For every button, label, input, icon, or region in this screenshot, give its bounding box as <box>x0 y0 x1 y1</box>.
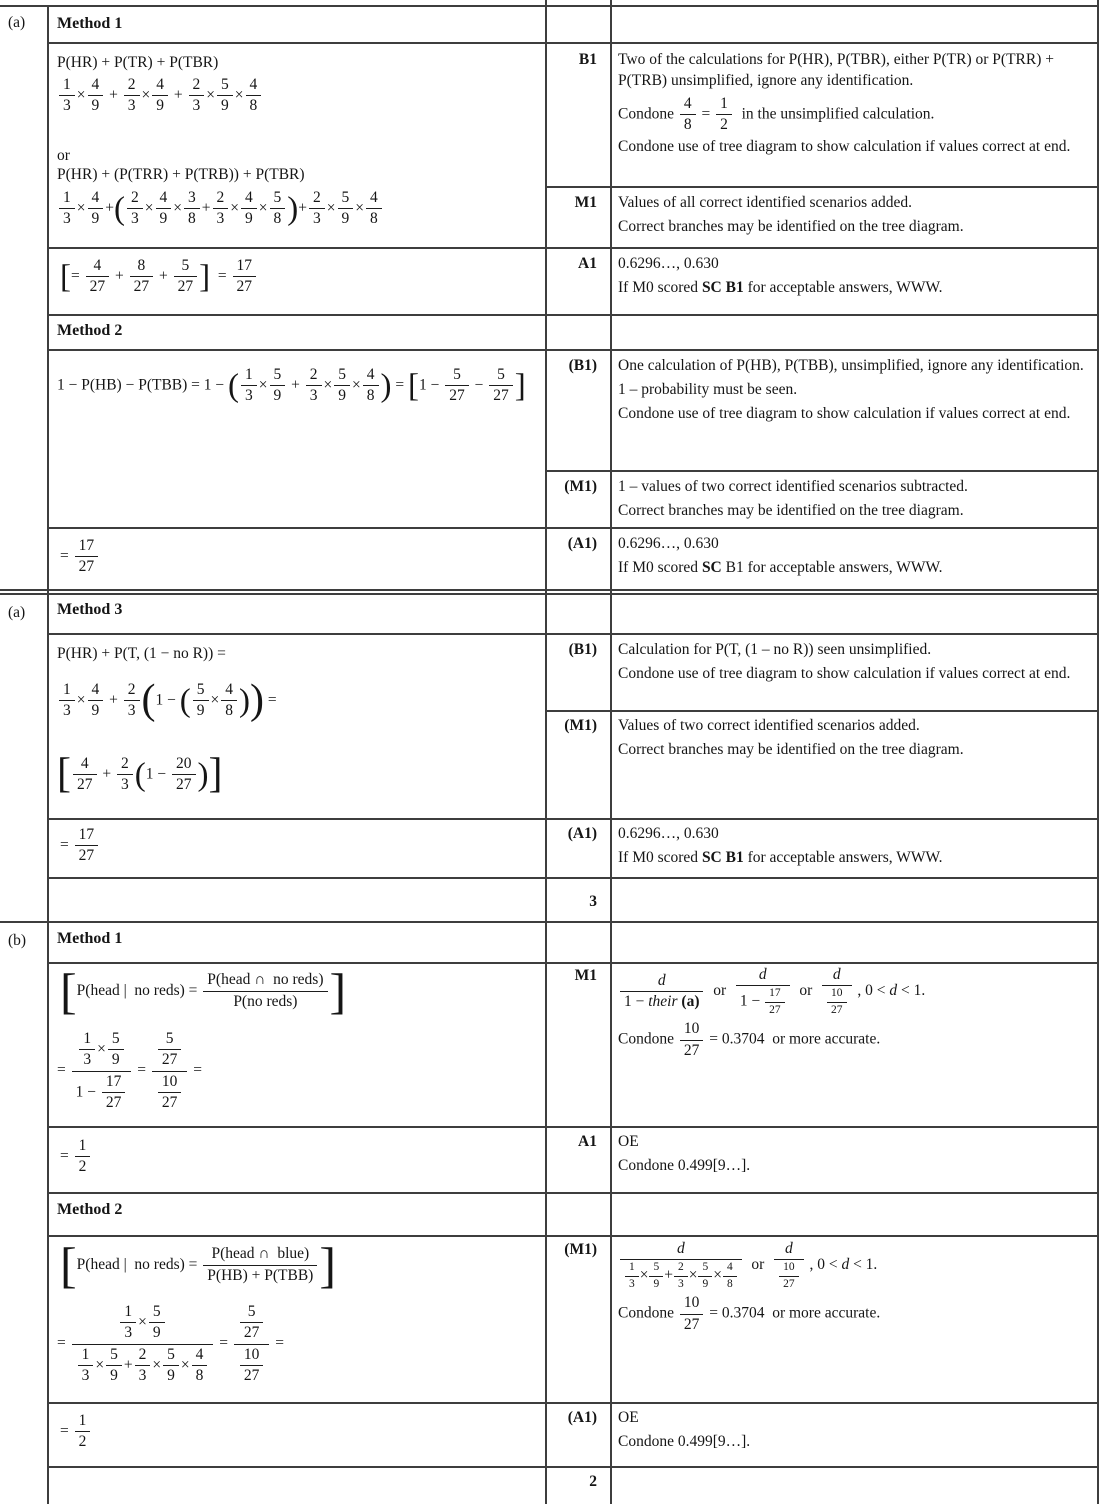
part-label-a-continued: (a) <box>8 604 26 621</box>
guidance-cell: Calculation for P(T, (1 – no R)) seen unsimplified. Condone use of tree diagram to show calculation if values correct at end. <box>618 641 1071 682</box>
mark-label-m1-alt: (M1) <box>564 1241 597 1258</box>
working-formula: = $\frac{1}{3}$ × $\frac{5}{9}$ 1 − $\frac{17}{27}$ = $\frac{\frac{5}{27}}{\frac{10}{27}}$ = <box>57 1030 202 1111</box>
mark-label-m1-alt: (M1) <box>564 478 597 495</box>
working-result: [= $\frac{4}{27}$ + $\frac{8}{27}$ + $\frac{5}{27}$ ] = $\frac{17}{27}$ <box>60 257 258 297</box>
working-result: = $\frac{17}{27}$ <box>60 537 100 577</box>
method-header-a1: Method 1 <box>57 15 123 32</box>
part-label-a: (a) <box>8 14 26 31</box>
table-border <box>0 593 1098 595</box>
table-border <box>47 5 49 1504</box>
part-label-b: (b) <box>8 932 27 949</box>
table-border <box>545 710 1098 712</box>
table-border <box>47 247 1098 249</box>
guidance-cell: 0.6296…, 0.630 If M0 scored SC B1 for acceptable answers, WWW. <box>618 825 943 866</box>
working-formula: $\frac{1}{3}$ × $\frac{4}{9}$ + $\frac{2}{3}$ (1 − ( $\frac{5}{9}$ × $\frac{4}{8}$ )) = <box>57 681 284 721</box>
guidance-cell: d $\frac{1}{3}$ × $\frac{5}{9}$ + $\frac{2}{3}$ × $\frac{5}{9}$ × $\frac{4}{8}$ or $\frac{d}{\frac{10}{27}}$ , 0 < d < 1. Condone $\frac{10}{27}$ = 0.3704 or more accurate. <box>618 1240 881 1333</box>
table-border <box>47 1192 1098 1194</box>
total-marks-a: 3 <box>589 893 597 910</box>
method-header-b2: Method 2 <box>57 1201 123 1218</box>
table-border <box>545 470 1098 472</box>
table-border <box>47 1466 1098 1468</box>
guidance-cell: OE Condone 0.499[9…]. <box>618 1133 751 1174</box>
table-border <box>47 1126 1098 1128</box>
guidance-cell: One calculation of P(HB), P(TBB), unsimplified, ignore any identification. 1 – probability must be seen. Condone use of tree diagram to show calculation if values correct at end. <box>618 357 1084 422</box>
table-border <box>47 1402 1098 1404</box>
working-result: = $\frac{1}{2}$ <box>60 1137 92 1177</box>
guidance-cell: 0.6296…, 0.630 If M0 scored SC B1 for acceptable answers, WWW. <box>618 255 943 296</box>
mark-label-b1: B1 <box>578 51 597 68</box>
table-border <box>0 589 1098 591</box>
working-definition: [P(head | no reds) = P(head ∩ blue) P(HB) + P(TBB) ] <box>60 1237 336 1293</box>
working-line: P(HR) + P(TR) + P(TBR) <box>57 54 219 71</box>
working-line: P(HR) + (P(TRR) + P(TRB)) + P(TBR) <box>57 166 305 183</box>
mark-label-b1-alt: (B1) <box>568 641 597 658</box>
table-border <box>0 5 1098 7</box>
working-result: = $\frac{17}{27}$ <box>60 826 100 866</box>
table-border <box>47 877 1098 879</box>
method-header-a3: Method 3 <box>57 601 123 618</box>
table-border <box>1097 0 1099 1504</box>
working-formula: 1 − P(HB) − P(TBB) = 1 − ( $\frac{1}{3}$ × $\frac{5}{9}$ + $\frac{2}{3}$ × $\frac{5}{9}$ × $\frac{4}{8}$ ) = [1 − $\frac{5}{27}$ − $\frac{5}{27}$ ] <box>57 366 526 405</box>
table-border <box>610 0 612 1504</box>
working-formula: $\frac{1}{3}$ × $\frac{4}{9}$ +( $\frac{2}{3}$ × $\frac{4}{9}$ × $\frac{3}{8}$ + $\frac{2}{3}$ × $\frac{4}{9}$ × $\frac{5}{8}$ )+ $\frac{2}{3}$ × $\frac{5}{9}$ × $\frac{4}{8}$ <box>57 189 384 229</box>
mark-label-a1: A1 <box>578 1133 597 1150</box>
total-marks-b: 2 <box>589 1473 597 1490</box>
method-header-b1: Method 1 <box>57 930 123 947</box>
mark-label-m1-alt: (M1) <box>564 717 597 734</box>
working-formula: = $\frac{1}{3}$ × $\frac{5}{9}$ $\frac{1}{3}$ × $\frac{5}{9}$ + $\frac{2}{3}$ × $\frac{5}{9}$ × $\frac{4}{8}$ = $\frac{\frac{5}{27}}{\frac{10}{27}}$ = <box>57 1303 284 1384</box>
working-line: P(HR) + P(T, (1 − no R)) = <box>57 645 226 662</box>
guidance-cell: 1 – values of two correct identified scenarios subtracted. Correct branches may be identified on the tree diagram. <box>618 478 968 519</box>
guidance-cell: d 1 − their (a) or d 1 − $\frac{17}{27}$ or $\frac{d}{\frac{10}{27}}$ , 0 < d < 1. Condone $\frac{10}{27}$ = 0.3704 or more accurate. <box>618 966 926 1059</box>
table-border <box>47 962 1098 964</box>
table-border <box>47 1235 1098 1237</box>
guidance-cell: Values of two correct identified scenarios added. Correct branches may be identified on the tree diagram. <box>618 717 964 758</box>
working-formula: $\frac{1}{3}$ × $\frac{4}{9}$ + $\frac{2}{3}$ × $\frac{4}{9}$ + $\frac{2}{3}$ × $\frac{5}{9}$ × $\frac{4}{8}$ <box>57 76 263 116</box>
mark-label-m1: M1 <box>574 967 597 984</box>
guidance-cell: Values of all correct identified scenarios added. Correct branches may be identified on the tree diagram. <box>618 194 964 235</box>
table-border <box>545 186 1098 188</box>
table-border <box>47 349 1098 351</box>
table-border <box>47 42 1098 44</box>
table-border <box>545 0 547 1504</box>
mark-label-m1: M1 <box>574 194 597 211</box>
guidance-cell: OE Condone 0.499[9…]. <box>618 1409 751 1450</box>
table-border <box>47 818 1098 820</box>
table-border <box>47 314 1098 316</box>
table-border <box>47 527 1098 529</box>
working-result: = $\frac{1}{2}$ <box>60 1412 92 1452</box>
working-line-or: or <box>57 147 70 164</box>
mark-label-a1-alt: (A1) <box>567 1409 597 1426</box>
mark-label-a1: A1 <box>578 255 597 272</box>
mark-label-b1-alt: (B1) <box>568 357 597 374</box>
table-border <box>47 633 1098 635</box>
mark-label-a1-alt: (A1) <box>567 825 597 842</box>
mark-label-a1-alt: (A1) <box>567 535 597 552</box>
guidance-cell: Two of the calculations for P(HR), P(TBR), either P(TR) or P(TRR) + P(TRB) unsimplified, ignore any identification. Condone $\frac{4}{8}$ = $\frac{1}{2}$ in the unsimplified calculation. Condone use of tree diagram to show calculation if values correct at end. <box>618 51 1071 156</box>
working-formula: [ $\frac{4}{27}$ + $\frac{2}{3}$ (1 − $\frac{20}{27}$ )] <box>57 750 223 797</box>
working-definition: [P(head | no reds) = P(head ∩ no reds) P(no reds) ] <box>60 963 347 1019</box>
method-header-a2: Method 2 <box>57 322 123 339</box>
table-border <box>0 921 1098 923</box>
guidance-cell: 0.6296…, 0.630 If M0 scored SC B1 for acceptable answers, WWW. <box>618 535 943 576</box>
